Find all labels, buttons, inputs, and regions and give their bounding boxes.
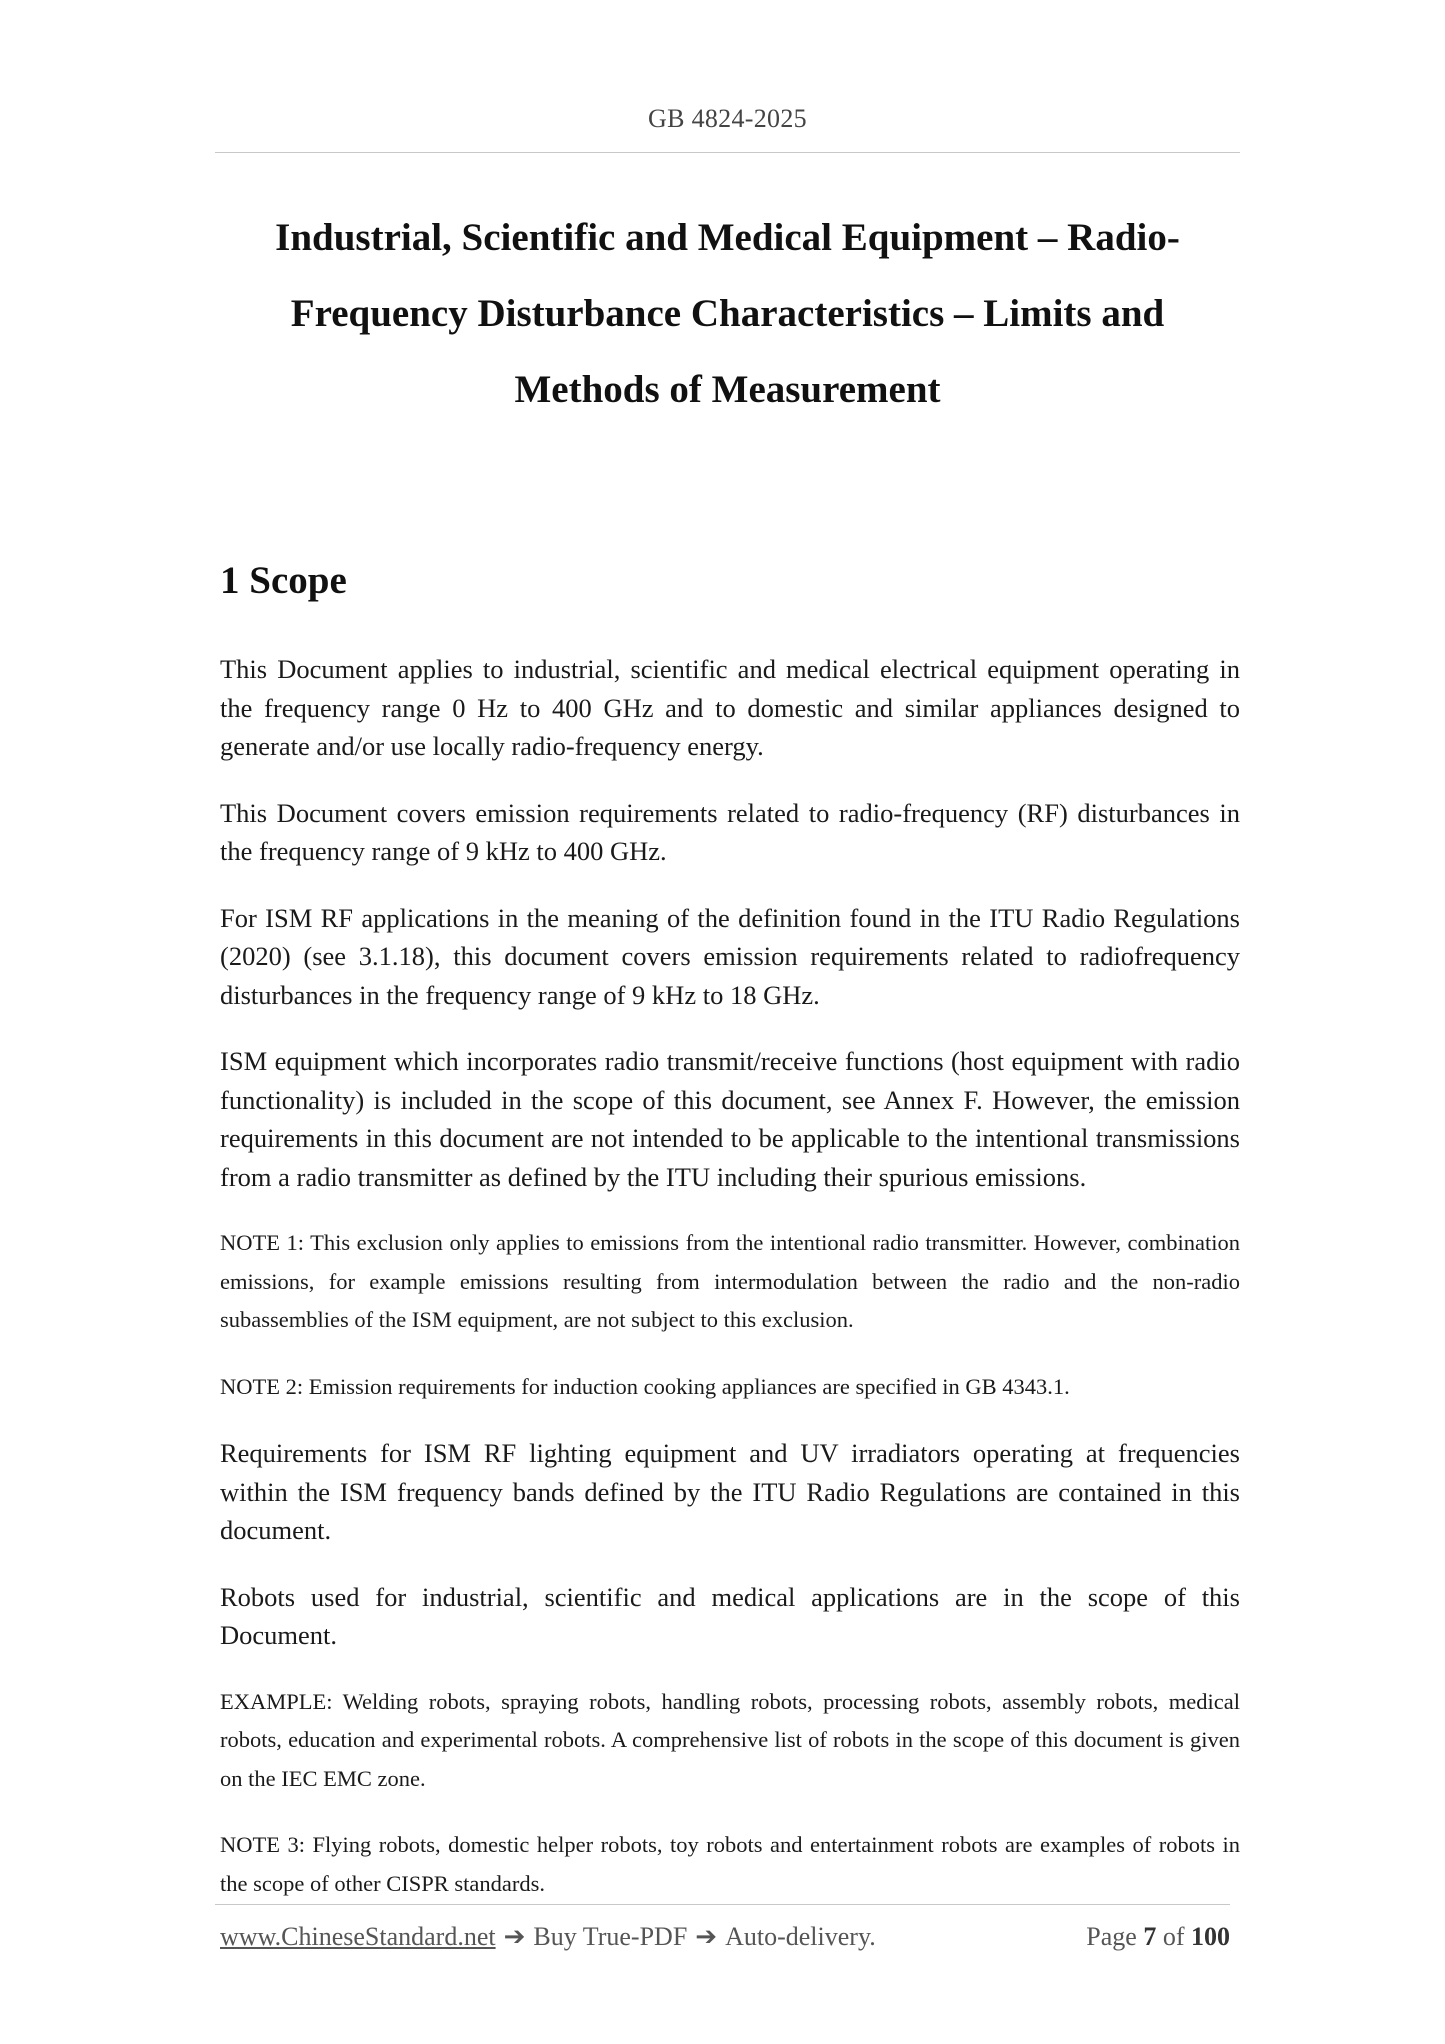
page-label: Page xyxy=(1086,1922,1137,1951)
page-current: 7 xyxy=(1143,1922,1157,1951)
title-line: Frequency Disturbance Characteristics – Limits and xyxy=(290,292,1165,335)
section-body xyxy=(220,650,1240,1931)
buy-text: Buy True-PDF xyxy=(533,1922,688,1951)
body-paragraph: Requirements for ISM RF lighting equipment and UV irradiators operating at frequencies within the ISM frequency bands defined by the ITU Radio Regulations are contained in this document. xyxy=(220,1438,1240,1545)
document-title xyxy=(215,200,1240,428)
footer-divider xyxy=(215,1904,1230,1905)
header-divider xyxy=(215,152,1240,153)
body-paragraph: This Document covers emission requirements related to radio-frequency (RF) disturbances in the frequency range of 9 kHz to 400 GHz. xyxy=(220,797,1240,866)
page-total: 100 xyxy=(1191,1922,1230,1951)
note-paragraph: NOTE 1: This exclusion only applies to emissions from the intentional radio transmitter. However, combination emissions, for example emissions resulting from intermodulation between the radio and the non-radio subassemblies of the ISM equipment, are not subject to this exclusion. xyxy=(220,1230,1240,1332)
title-line: Industrial, Scientific and Medical Equipment – Radio- xyxy=(275,216,1180,259)
body-paragraph: This Document applies to industrial, scientific and medical electrical equipment operating in the frequency range 0 Hz to 400 GHz and to domestic and similar appliances designed to generate and/or use locally radio-frequency energy. xyxy=(220,654,1240,761)
body-paragraph: For ISM RF applications in the meaning of the definition found in the ITU Radio Regulations (2020) (see 3.1.18), this document covers emission requirements related to radiofrequency disturbances in the frequency range of 9 kHz to 18 GHz. xyxy=(220,902,1240,1010)
footer-promo xyxy=(220,1922,876,1952)
example-paragraph: EXAMPLE: Welding robots, spraying robots, handling robots, processing robots, assembly robots, medical robots, education and experimental robots. A comprehensive list of robots in the scope of this document is given on the IEC EMC zone. xyxy=(220,1688,1240,1791)
website-link[interactable]: www.ChineseStandard.net xyxy=(220,1922,496,1951)
page-header xyxy=(215,104,1240,134)
page-number xyxy=(1086,1922,1230,1952)
body-paragraph: Robots used for industrial, scientific and medical applications are in the scope of this Document. xyxy=(220,1581,1240,1650)
document-code: GB 4824-2025 xyxy=(648,104,807,133)
title-line: Methods of Measurement xyxy=(514,368,941,411)
note-paragraph: NOTE 3: Flying robots, domestic helper robots, toy robots and entertainment robots are examples of robots in the scope of other CISPR standards. xyxy=(220,1832,1240,1896)
page-footer xyxy=(220,1922,1230,1952)
page-of: of xyxy=(1162,1922,1185,1951)
delivery-text: Auto-delivery. xyxy=(725,1922,876,1951)
body-paragraph: ISM equipment which incorporates radio transmit/receive functions (host equipment with radio functionality) is included in the scope of this document, see Annex F. However, the emission requirements in this document are not intended to be applicable to the intentional transmissions from a radio transmitter as defined by the ITU including their spurious emissions. xyxy=(220,1046,1240,1192)
arrow-right-icon: ➔ xyxy=(503,1922,526,1951)
section-heading: 1 Scope xyxy=(220,559,347,602)
arrow-right-icon: ➔ xyxy=(695,1922,718,1951)
note-paragraph: NOTE 2: Emission requirements for induction cooking appliances are specified in GB 4343.1. xyxy=(220,1373,1070,1399)
